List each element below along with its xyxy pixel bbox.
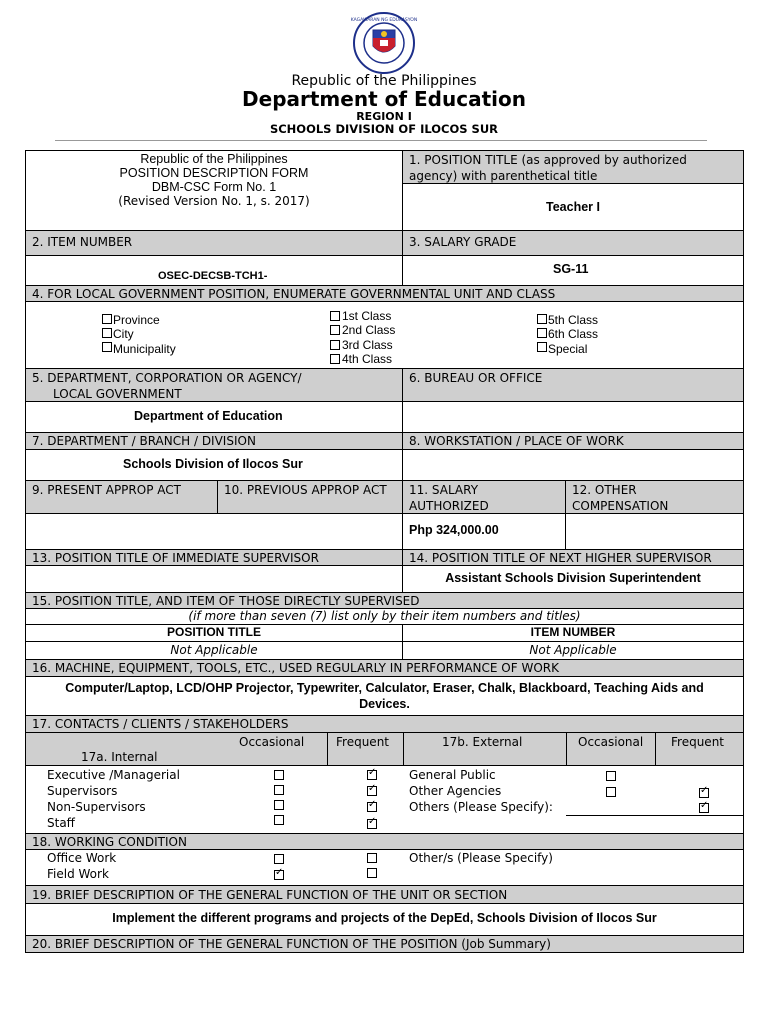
salary-authorized-value: Php 324,000.00 — [409, 523, 499, 537]
f7-value-cell[interactable] — [25, 449, 403, 481]
f12-label-b: COMPENSATION — [572, 499, 669, 513]
f2-label: 2. ITEM NUMBER — [32, 235, 133, 249]
position-title-value: Teacher I — [546, 200, 600, 214]
f2-value-cell[interactable] — [25, 255, 403, 286]
f17-label-cell — [25, 715, 744, 733]
contact-internal-name: Non-Supervisors — [47, 800, 146, 814]
contact-external-name: Others (Please Specify): — [409, 800, 553, 814]
f19-value-cell[interactable] — [25, 903, 744, 936]
f16-label-cell — [25, 659, 744, 677]
fifth-class-checkbox[interactable] — [537, 314, 547, 324]
third-class-label: 3rd Class — [342, 338, 393, 352]
supervisors-frequent-checkbox[interactable] — [367, 786, 377, 796]
working-condition-name: Office Work — [47, 851, 117, 865]
f20-label-cell — [25, 935, 744, 953]
f18-label-cell — [25, 833, 744, 850]
seal-text: KAGAWARAN NG EDUKASYON — [351, 18, 417, 23]
f11-label-b: AUTHORIZED — [409, 499, 489, 513]
contact-internal-name: Staff — [47, 816, 75, 830]
f15-col-title-cell — [25, 624, 403, 642]
agencies-frequent-checkbox[interactable] — [699, 788, 709, 798]
col-divider — [566, 733, 567, 766]
f1-label-b: agency) with parenthetical title — [409, 169, 598, 183]
contact-internal-name: Supervisors — [47, 784, 118, 798]
others-specify-line[interactable] — [566, 815, 744, 816]
city-label: City — [113, 327, 134, 341]
f16-label: 16. MACHINE, EQUIPMENT, TOOLS, ETC., USED REGULARLY IN PERFORMANCE OF WORK — [32, 661, 559, 675]
f6-label-cell — [402, 368, 744, 402]
form-title-block — [25, 150, 403, 231]
position-title-col-header: POSITION TITLE — [166, 625, 261, 639]
fourth-class-checkbox[interactable] — [330, 354, 340, 364]
f13-label-cell — [25, 549, 403, 566]
header-department: Department of Education — [242, 87, 526, 111]
contact-external-name: General Public — [409, 768, 496, 782]
municipality-label: Municipality — [113, 342, 176, 356]
supervised-title-value: Not Applicable — [170, 643, 258, 657]
f15-note: (if more than seven (7) list only by their item numbers and titles) — [188, 609, 581, 623]
supervised-item-value: Not Applicable — [529, 643, 617, 657]
f9-label-cell — [25, 480, 218, 514]
f10-label-cell — [217, 480, 403, 514]
division-value: Schools Division of Ilocos Sur — [123, 457, 303, 471]
f20-label: 20. BRIEF DESCRIPTION OF THE GENERAL FUNCTION OF THE POSITION (Job Summary) — [32, 937, 551, 951]
sixth-class-checkbox[interactable] — [537, 328, 547, 338]
form-title-republic: Republic of the Philippines — [140, 152, 288, 166]
next-higher-supervisor-value: Assistant Schools Division Superintendent — [445, 571, 701, 585]
first-class-label: 1st Class — [342, 309, 392, 323]
third-class-checkbox[interactable] — [330, 340, 340, 350]
f17-header-row — [25, 732, 744, 766]
f17-body — [25, 765, 744, 834]
col-divider — [403, 733, 404, 766]
f3-label-cell — [402, 230, 744, 256]
fifth-class-label: 5th Class — [548, 313, 599, 327]
f17-label: 17. CONTACTS / CLIENTS / STAKEHOLDERS — [32, 717, 289, 731]
supervisors-occasional-checkbox[interactable] — [274, 785, 284, 795]
unit-function-value: Implement the different programs and projects of the DepEd, Schools Division of Ilocos Sur — [112, 911, 657, 925]
field-work-occasional-checkbox[interactable] — [274, 870, 284, 880]
immediate-supervisor-value-cell[interactable] — [25, 565, 403, 593]
exec-frequent-checkbox[interactable] — [367, 770, 377, 780]
equipment-value-a: Computer/Laptop, LCD/OHP Projector, Typewriter, Calculator, Eraser, Chalk, Blackboard, Teaching Aids and — [65, 681, 704, 695]
f11-label-a: 11. SALARY — [409, 483, 479, 497]
header-republic: Republic of the Philippines — [291, 73, 477, 89]
other-compensation-value-cell[interactable] — [565, 513, 744, 550]
others-frequent-checkbox[interactable] — [699, 803, 709, 813]
item-number-value: OSEC-DECSB-TCH1- — [158, 270, 268, 282]
staff-frequent-checkbox[interactable] — [367, 819, 377, 829]
f7-label-cell — [25, 432, 403, 450]
equipment-value-b: Devices. — [359, 697, 410, 711]
office-work-frequent-checkbox[interactable] — [367, 853, 377, 863]
other-condition-label: Other/s (Please Specify) — [409, 851, 553, 865]
f8-label: 8. WORKSTATION / PLACE OF WORK — [409, 434, 624, 448]
agency-value: Department of Education — [134, 409, 283, 423]
fourth-class-label: 4th Class — [342, 352, 393, 366]
f9-label: 9. PRESENT APPROP ACT — [32, 483, 181, 497]
city-checkbox[interactable] — [102, 328, 112, 338]
f16-value-cell[interactable] — [25, 676, 744, 716]
f14-value-cell[interactable] — [402, 565, 744, 593]
municipality-checkbox[interactable] — [102, 342, 112, 352]
f18-label: 18. WORKING CONDITION — [32, 835, 187, 849]
header-division: SCHOOLS DIVISION OF ILOCOS SUR — [269, 122, 499, 136]
f14-label: 14. POSITION TITLE OF NEXT HIGHER SUPERVISOR — [409, 551, 712, 565]
item-number-col-header: ITEM NUMBER — [530, 625, 616, 639]
workstation-value-cell[interactable] — [402, 449, 744, 481]
approp-act-value-cell[interactable] — [25, 513, 403, 550]
f7-label: 7. DEPARTMENT / BRANCH / DIVISION — [32, 434, 256, 448]
external-occasional-header: Occasional — [578, 735, 644, 749]
f12-label-a: 12. OTHER — [572, 483, 637, 497]
f3-label: 3. SALARY GRADE — [409, 235, 517, 249]
f11-value-cell[interactable] — [402, 513, 566, 550]
nonsup-occasional-checkbox[interactable] — [274, 800, 284, 810]
second-class-checkbox[interactable] — [330, 325, 340, 335]
working-condition-name: Field Work — [47, 867, 109, 881]
f10-label: 10. PREVIOUS APPROP ACT — [224, 483, 387, 497]
internal-frequent-header: Frequent — [336, 735, 389, 749]
col-divider — [655, 733, 656, 766]
f1-label-cell — [402, 150, 744, 184]
f5-label-cell — [25, 368, 403, 402]
f19-label-cell — [25, 885, 744, 904]
special-checkbox[interactable] — [537, 342, 547, 352]
f11-label-cell — [402, 480, 566, 514]
f15-col-item-cell — [402, 624, 744, 642]
province-label: Province — [113, 313, 160, 327]
f12-label-cell — [565, 480, 744, 514]
position-description-form — [25, 150, 744, 953]
f4-options-cell — [25, 301, 744, 369]
contact-external-name: Other Agencies — [409, 784, 502, 798]
f1-label-a: 1. POSITION TITLE (as approved by authorized — [409, 153, 687, 167]
f15-note-cell — [25, 608, 744, 625]
contact-internal-name: Executive /Managerial — [47, 768, 180, 782]
first-class-checkbox[interactable] — [330, 311, 340, 321]
f6-label: 6. BUREAU OR OFFICE — [409, 371, 543, 385]
f14-label-cell — [402, 549, 744, 566]
f15-label-cell — [25, 592, 744, 609]
sixth-class-label: 6th Class — [548, 327, 599, 341]
f15-label: 15. POSITION TITLE, AND ITEM OF THOSE DIRECTLY SUPERVISED — [32, 594, 420, 608]
form-title-revision: (Revised Version No. 1, s. 2017) — [118, 194, 310, 208]
col-divider — [327, 733, 328, 766]
form-title-number: DBM-CSC Form No. 1 — [151, 180, 277, 194]
f1-value-cell[interactable] — [402, 183, 744, 231]
special-label: Special — [548, 342, 588, 356]
f5-label-a: 5. DEPARTMENT, CORPORATION OR AGENCY/ — [32, 371, 302, 385]
f19-label: 19. BRIEF DESCRIPTION OF THE GENERAL FUNCTION OF THE UNIT OR SECTION — [32, 888, 508, 902]
salary-grade-value: SG-11 — [553, 262, 589, 276]
f2-label-cell — [25, 230, 403, 256]
second-class-label: 2nd Class — [342, 323, 396, 337]
external-header: 17b. External — [442, 735, 523, 749]
bureau-value-cell[interactable] — [402, 401, 744, 433]
public-occasional-checkbox[interactable] — [606, 771, 616, 781]
f4-label: 4. FOR LOCAL GOVERNMENT POSITION, ENUMERATE GOVERNMENTAL UNIT AND CLASS — [32, 287, 556, 301]
f18-body — [25, 849, 744, 886]
f13-label: 13. POSITION TITLE OF IMMEDIATE SUPERVISOR — [32, 551, 319, 565]
field-work-frequent-checkbox[interactable] — [367, 868, 377, 878]
f5-value-cell[interactable] — [25, 401, 403, 433]
staff-occasional-checkbox[interactable] — [274, 815, 284, 825]
internal-header: 17a. Internal — [81, 750, 158, 764]
agencies-occasional-checkbox[interactable] — [606, 787, 616, 797]
f3-value-cell[interactable] — [402, 255, 744, 286]
exec-occasional-checkbox[interactable] — [274, 770, 284, 780]
external-frequent-header: Frequent — [671, 735, 724, 749]
deped-seal-logo — [351, 12, 417, 74]
header-region: REGION I — [356, 110, 412, 123]
f8-label-cell — [402, 432, 744, 450]
internal-occasional-header: Occasional — [239, 735, 305, 749]
f15-item-value-cell[interactable] — [402, 641, 744, 660]
office-work-occasional-checkbox[interactable] — [274, 854, 284, 864]
header-divider — [55, 140, 707, 141]
f5-label-b: LOCAL GOVERNMENT — [53, 387, 182, 401]
form-title-name: POSITION DESCRIPTION FORM — [119, 166, 309, 180]
f15-title-value-cell[interactable] — [25, 641, 403, 660]
f4-label-cell — [25, 285, 744, 302]
nonsup-frequent-checkbox[interactable] — [367, 802, 377, 812]
province-checkbox[interactable] — [102, 314, 112, 324]
